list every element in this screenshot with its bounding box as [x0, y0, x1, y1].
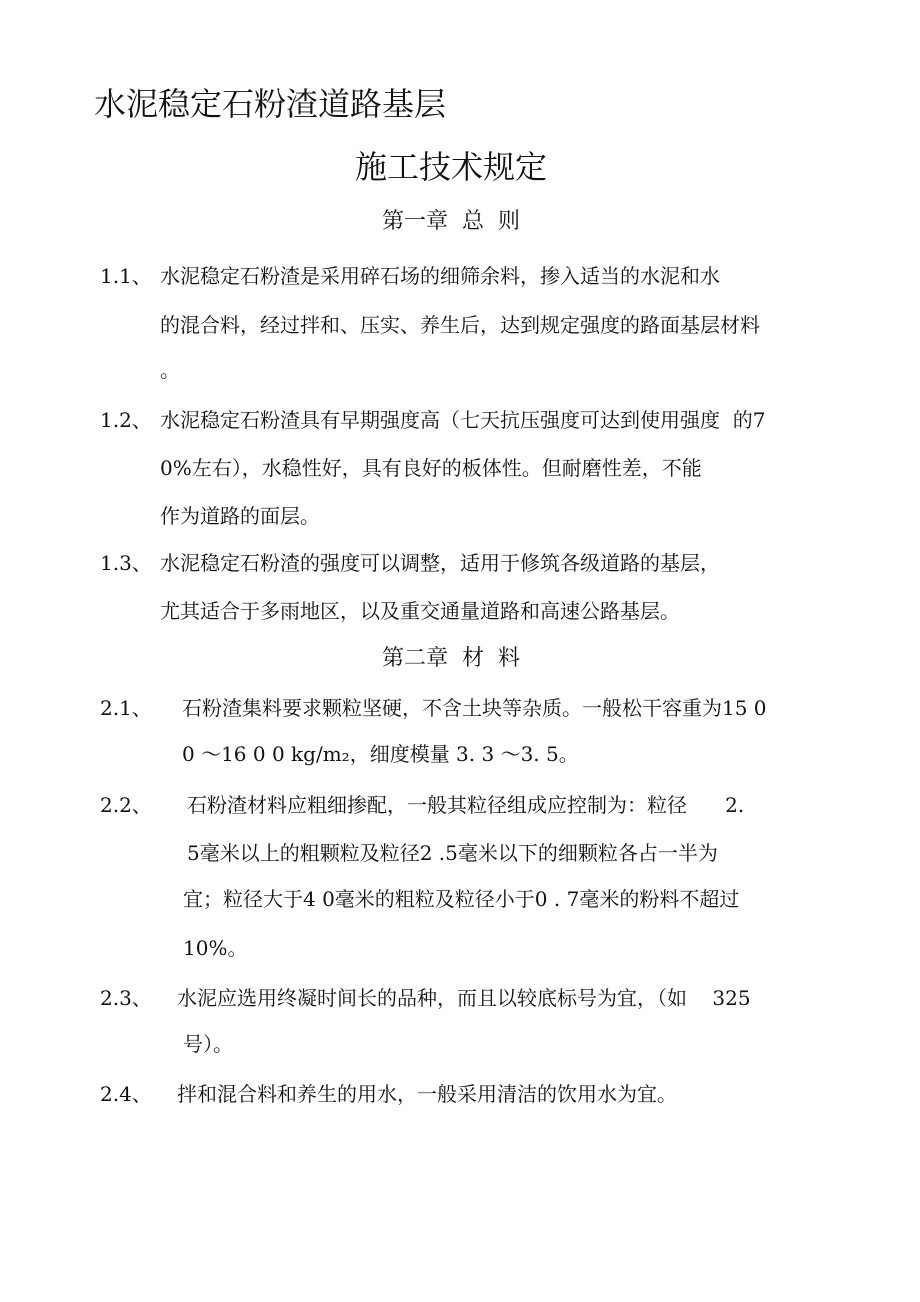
clause-text-line: 拌和混合料和养生的用水，一般采用清洁的饮用水为宜。 [177, 1082, 677, 1106]
clause-text-line: 石粉渣集料要求颗粒坚硬，不含土块等杂质。一般松干容重为15 0 [182, 696, 767, 720]
clause-text-line: 0%左右），水稳性好，具有良好的板体性。但耐磨性差，不能 [160, 456, 702, 480]
clause-text-line: 宜；粒径大于4 0毫米的粗粒及粒径小于0 . 7毫米的粉料不超过 [183, 887, 740, 911]
clause-number: 2.3、 [100, 986, 152, 1010]
clause-text-line: 石粉渣材料应粗细掺配，一般其粒径组成应控制为：粒径 2. [187, 793, 745, 817]
chapter2-heading: 第二章 材 料 [382, 646, 520, 671]
clause-number: 1.3、 [100, 551, 152, 575]
clause-text-line: 号）。 [183, 1032, 233, 1056]
clause-text-line: 水泥稳定石粉渣的强度可以调整，适用于修筑各级道路的基层， [160, 551, 720, 575]
clause-text-line: 水泥稳定石粉渣具有早期强度高（七天抗压强度可达到使用强度 的7 [160, 408, 766, 432]
chapter1-heading: 第一章 总 则 [382, 209, 520, 234]
clause-number: 2.1、 [100, 696, 152, 720]
clause-text-line: 5毫米以上的粗颗粒及粒径2 .5毫米以下的细颗粒各占一半为 [187, 841, 718, 865]
clause-number: 1.1、 [100, 264, 152, 288]
clause-text-line: 水泥应选用终凝时间长的品种，而且以较底标号为宜，（如 325 [177, 986, 751, 1010]
clause-text-line: 。 [160, 358, 180, 382]
document-title-line2: 施工技术规定 [355, 148, 548, 186]
clause-number: 1.2、 [100, 408, 152, 432]
clause-number: 2.2、 [100, 793, 152, 817]
clause-number: 2.4、 [100, 1082, 152, 1106]
document-title-line1: 水泥稳定石粉渣道路基层 [94, 85, 447, 123]
clause-text-line: 10%。 [183, 936, 248, 960]
clause-text-line: 的混合料，经过拌和、压实、养生后，达到规定强度的路面基层材料 [160, 313, 760, 337]
clause-text-line: 作为道路的面层。 [160, 504, 320, 528]
clause-text-line: 0 ～16 0 0 kg/m₂，细度模量 3. 3 ～3. 5。 [182, 742, 579, 766]
clause-text-line: 水泥稳定石粉渣是采用碎石场的细筛余料，掺入适当的水泥和水 [160, 264, 720, 288]
clause-text-line: 尤其适合于多雨地区，以及重交通量道路和高速公路基层。 [160, 599, 680, 623]
